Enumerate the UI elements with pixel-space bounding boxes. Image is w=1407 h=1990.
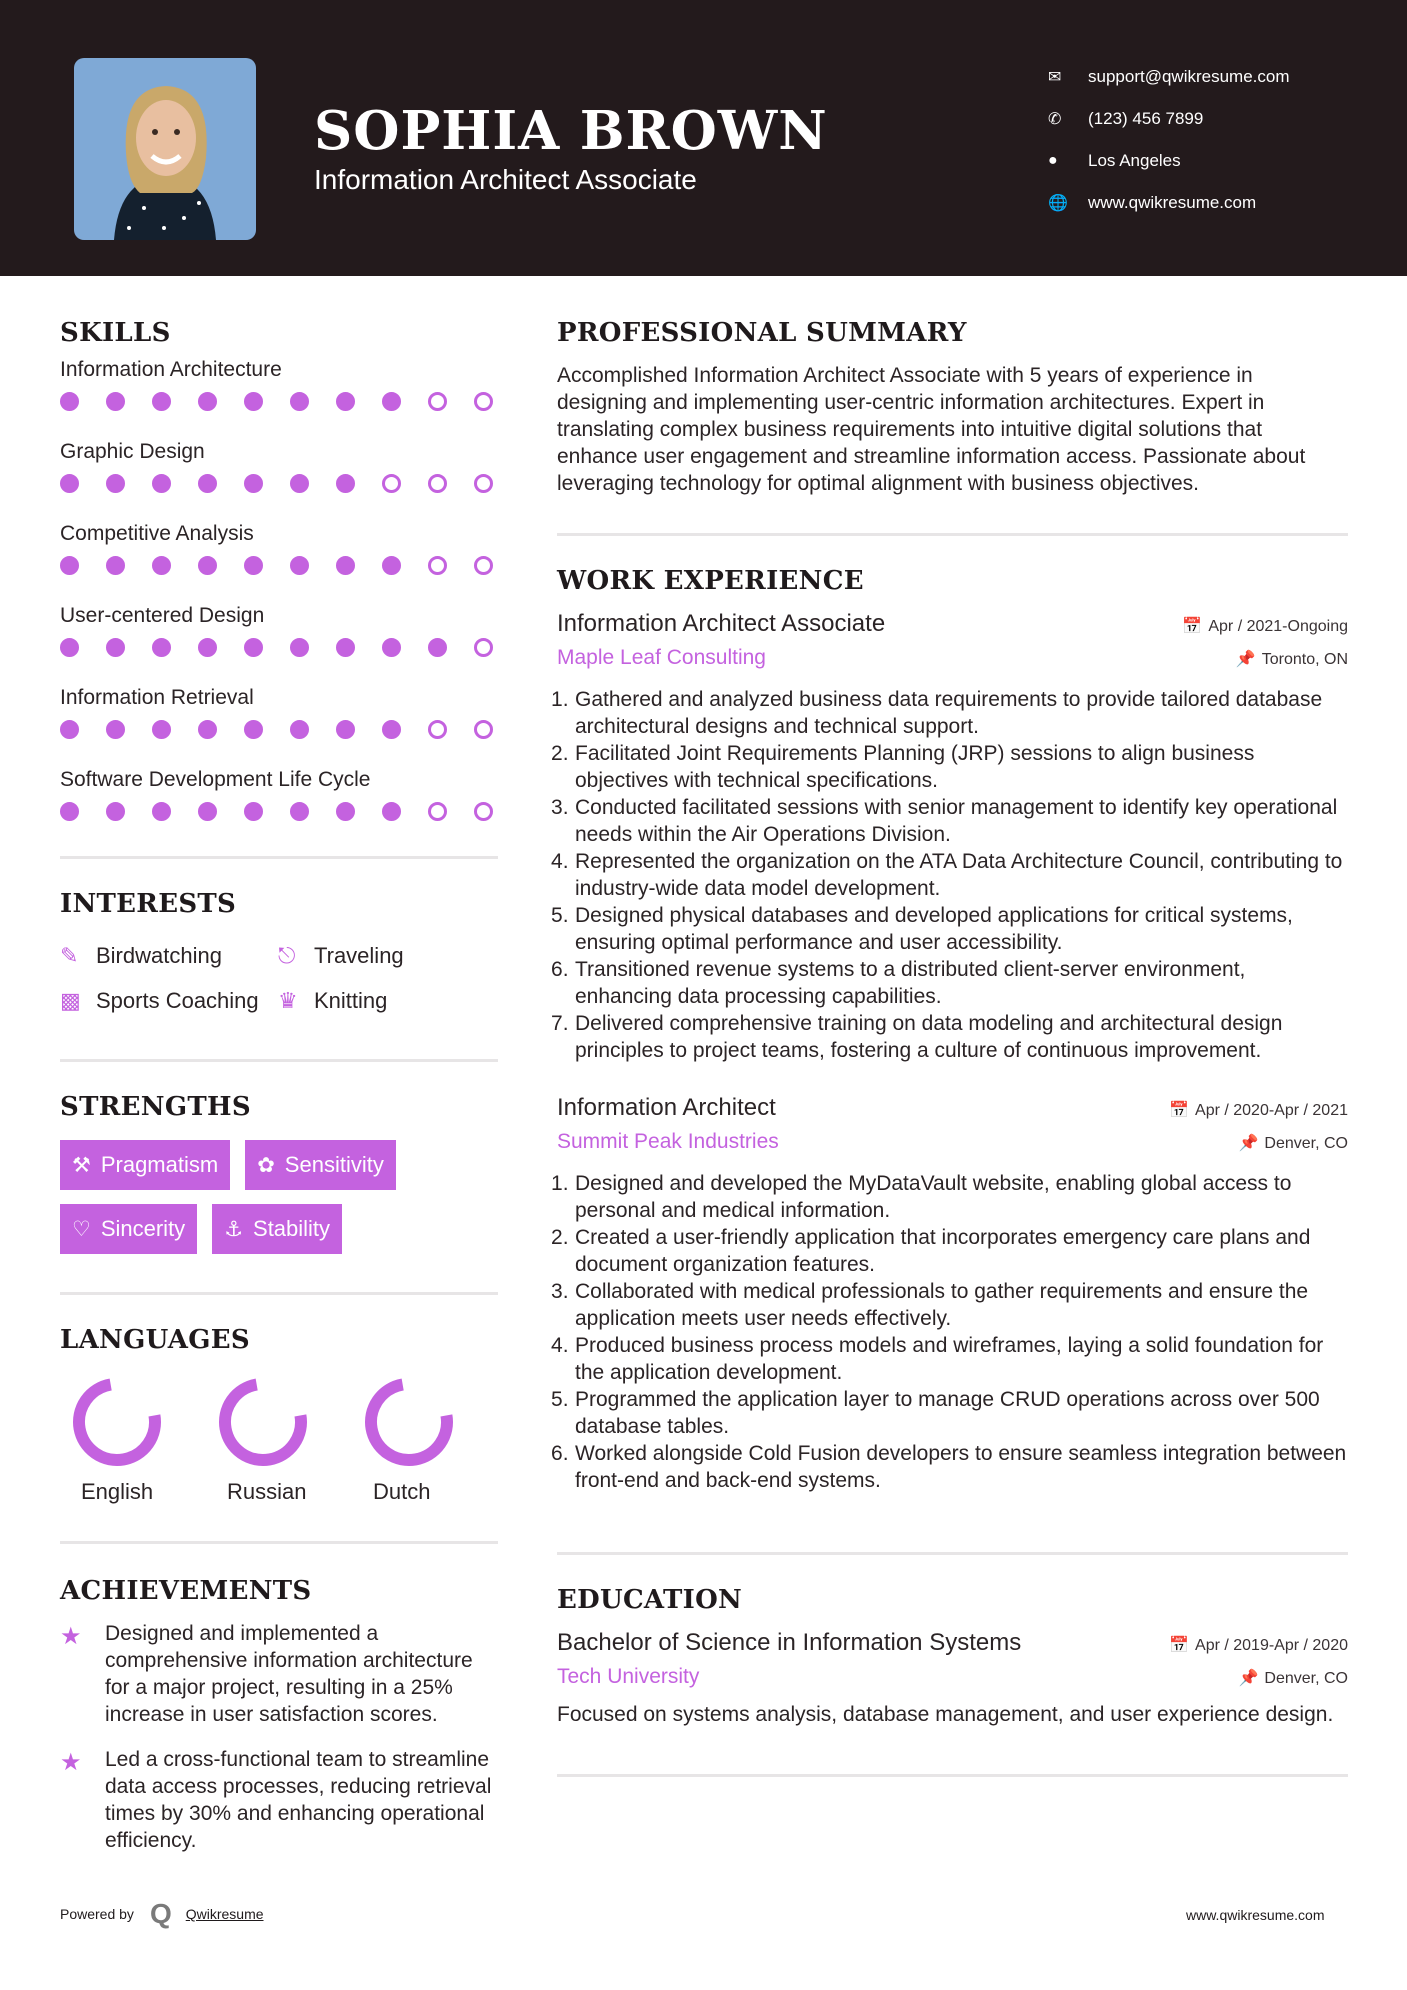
rating-dot-filled (198, 720, 217, 739)
job-subheader (557, 646, 1348, 670)
footer-branding (60, 1898, 264, 1930)
resume-header (0, 0, 1407, 276)
job-location (1238, 1133, 1348, 1153)
rating-dot-filled (152, 638, 171, 657)
rating-dot-empty (474, 392, 493, 411)
rating-dot-filled (382, 638, 401, 657)
job-location-text: Toronto, ON (1261, 651, 1348, 668)
job-dates-text: Apr / 2021-Ongoing (1208, 618, 1348, 635)
skill-rating (60, 392, 498, 430)
skill-rating (60, 720, 498, 758)
calendar-icon: 📅 (1169, 1102, 1190, 1119)
skill-rating (60, 556, 498, 594)
rating-dot-filled (336, 474, 355, 493)
strengths-section (60, 1092, 498, 1254)
section-divider (557, 1774, 1348, 1777)
interest-label: Birdwatching (96, 942, 222, 968)
rating-dot-filled (198, 474, 217, 493)
interest-label: Sports Coaching (96, 987, 259, 1013)
rating-dot-empty (474, 802, 493, 821)
right-column (557, 318, 1348, 1777)
job-bullet: Gathered and analyzed business data requirements to provide tailored database architectural designs and technical support. (575, 688, 1323, 738)
rating-dot-empty (382, 474, 401, 493)
job-dates-text: Apr / 2020-Apr / 2021 (1195, 1102, 1348, 1119)
rating-dot-filled (152, 556, 171, 575)
summary-title: PROFESSIONAL SUMMARY (557, 318, 967, 348)
skill-name: Information Retrieval (60, 686, 254, 709)
rating-dot-filled (60, 638, 79, 657)
rating-dot-empty (428, 392, 447, 411)
interests-section (60, 889, 498, 1023)
rating-dot-filled (336, 392, 355, 411)
language-level-arc (219, 1378, 307, 1466)
education-location (1238, 1668, 1348, 1688)
rating-dot-filled (198, 392, 217, 411)
experience-title: WORK EXPERIENCE (557, 566, 864, 596)
calendar-icon: 📅 (1169, 1637, 1190, 1654)
contact-email[interactable] (1048, 56, 1388, 98)
job-bullet: Created a user-friendly application that incorporates emergency care plans and document organization features. (575, 1226, 1311, 1276)
education-dates (1169, 1635, 1348, 1655)
pin-icon: 📌 (1235, 651, 1256, 668)
rating-dot-filled (290, 392, 309, 411)
footer-url[interactable]: www.qwikresume.com (1186, 1907, 1325, 1923)
job-bullet-list (557, 686, 1348, 1064)
strength-label: Sincerity (100, 1216, 186, 1241)
section-divider (60, 856, 498, 859)
section-divider (557, 533, 1348, 536)
achievement-text: Designed and implemented a comprehensive information architecture for a major project, resulting in a 25% increase in user satisfaction scores. (105, 1622, 473, 1726)
strength-tag (60, 1140, 230, 1190)
rating-dot-filled (244, 802, 263, 821)
summary-section (557, 318, 1348, 497)
rating-dot-filled (290, 802, 309, 821)
rating-dot-filled (336, 802, 355, 821)
job-bullet: Designed and developed the MyDataVault website, enabling global access to personal and medical information. (575, 1172, 1292, 1222)
education-header (557, 1629, 1348, 1657)
rating-dot-filled (244, 720, 263, 739)
phone-icon: ✆ (1048, 111, 1062, 128)
education-location-text: Denver, CO (1264, 1670, 1348, 1687)
interests-list (60, 933, 498, 1023)
language-level-arc (73, 1378, 161, 1466)
job-entry (557, 610, 1348, 1064)
job-header (557, 610, 1348, 638)
skill-name: Information Architecture (60, 358, 282, 381)
rating-dot-filled (198, 802, 217, 821)
language-level-ring (70, 1375, 164, 1469)
strength-label: Stability (253, 1216, 331, 1241)
strength-label: Sensitivity (284, 1152, 384, 1177)
language-level-ring (216, 1375, 310, 1469)
calendar-icon: 📅 (1182, 618, 1203, 635)
strength-label: Pragmatism (100, 1152, 219, 1177)
strengths-title: STRENGTHS (60, 1092, 251, 1122)
binoculars-icon: ⎋ (278, 942, 296, 968)
skill-rating (60, 474, 498, 512)
strength-tag (245, 1140, 396, 1190)
job-bullet: Represented the organization on the ATA Data Architecture Council, contributing to industry-wide data model development. (575, 850, 1343, 900)
strengths-list (60, 1140, 498, 1254)
contact-website[interactable] (1048, 182, 1388, 224)
rating-dot-filled (106, 392, 125, 411)
education-subheader (557, 1665, 1348, 1689)
company-name: Summit Peak Industries (557, 1130, 779, 1153)
skill-rating (60, 638, 498, 676)
anchor-icon: ⚓ (224, 1217, 244, 1241)
languages-section (60, 1325, 498, 1505)
candidate-title: Information Architect Associate (314, 164, 697, 195)
profile-photo-image (74, 58, 256, 240)
rating-dot-filled (382, 556, 401, 575)
skill-rating (60, 802, 498, 840)
job-entry (557, 1094, 1348, 1494)
skill-name: User-centered Design (60, 604, 265, 627)
interest-item (60, 978, 278, 1023)
rating-dot-filled (290, 638, 309, 657)
job-bullet: Collaborated with medical professionals to gather requirements and ensure the application meets user needs effectively. (575, 1280, 1309, 1330)
job-location (1236, 649, 1348, 669)
section-divider (60, 1059, 498, 1062)
skill-name: Graphic Design (60, 440, 205, 463)
contact-location-text: Los Angeles (1088, 151, 1181, 170)
section-divider (60, 1541, 498, 1544)
rating-dot-filled (106, 802, 125, 821)
interest-label: Traveling (314, 942, 404, 968)
contact-phone-text: (123) 456 7899 (1088, 109, 1204, 128)
job-bullet: Facilitated Joint Requirements Planning (JRP) sessions to align business objectives with technical specifications. (575, 742, 1255, 792)
contact-list (1048, 56, 1388, 224)
company-name: Maple Leaf Consulting (557, 646, 766, 669)
rating-dot-filled (60, 802, 79, 821)
rating-dot-filled (382, 392, 401, 411)
achievement-item (60, 1746, 498, 1854)
job-subheader (557, 1130, 1348, 1154)
rating-dot-filled (152, 802, 171, 821)
job-role: Information Architect Associate (557, 610, 886, 637)
interest-label: Knitting (314, 987, 388, 1013)
rating-dot-filled (382, 802, 401, 821)
rating-dot-empty (474, 474, 493, 493)
briefcase-icon: ▩ (60, 987, 81, 1013)
contact-phone[interactable] (1048, 98, 1388, 140)
job-bullet-list (557, 1170, 1348, 1494)
rating-dot-filled (106, 556, 125, 575)
star-icon: ★ (60, 1749, 82, 1776)
education-section (557, 1585, 1348, 1728)
job-bullet: Produced business process models and wireframes, laying a solid foundation for the application development. (575, 1334, 1324, 1384)
pin-icon: 📌 (1238, 1670, 1259, 1687)
rating-dot-filled (244, 392, 263, 411)
job-bullet: Designed physical databases and developed applications for critical systems, ensuring optimal performance and user accessibility. (575, 904, 1293, 954)
trophy-icon: ♛ (278, 987, 298, 1013)
skills-list (60, 358, 498, 840)
contact-location (1048, 140, 1388, 182)
rating-dot-filled (244, 638, 263, 657)
rating-dot-filled (198, 556, 217, 575)
rating-dot-filled (106, 474, 125, 493)
achievements-title: ACHIEVEMENTS (60, 1576, 312, 1606)
rating-dot-filled (60, 392, 79, 411)
rating-dot-filled (244, 556, 263, 575)
rating-dot-filled (152, 720, 171, 739)
job-location-text: Denver, CO (1264, 1135, 1348, 1152)
interest-item (60, 933, 278, 978)
achievement-item (60, 1620, 498, 1728)
candidate-name: SOPHIA BROWN (314, 100, 828, 162)
rating-dot-empty (428, 720, 447, 739)
rating-dot-filled (336, 556, 355, 575)
powered-by-label: Powered by (60, 1906, 134, 1922)
qwikresume-link[interactable]: Qwikresume (185, 1906, 264, 1922)
qwikresume-logo-icon: Q (149, 1898, 172, 1929)
interests-title: INTERESTS (60, 889, 237, 919)
job-bullet: Delivered comprehensive training on data modeling and architectural design principles to project teams, fostering a culture of continuous improvement. (575, 1012, 1283, 1062)
interest-item (278, 933, 404, 978)
language-item (60, 1375, 206, 1505)
language-item (352, 1375, 498, 1505)
job-bullet: Programmed the application layer to manage CRUD operations across over 500 database tables. (575, 1388, 1320, 1438)
job-role: Information Architect (557, 1094, 776, 1121)
job-bullet: Worked alongside Cold Fusion developers to ensure seamless integration between front-end and back-end systems. (575, 1442, 1347, 1492)
rating-dot-filled (60, 474, 79, 493)
achievement-text: Led a cross-functional team to streamline data access processes, reducing retrieval times by 30% and enhancing operational efficiency. (105, 1748, 492, 1852)
skills-title: SKILLS (60, 318, 171, 348)
job-dates (1182, 616, 1348, 636)
language-name: Russian (227, 1479, 307, 1504)
left-column (60, 318, 498, 1854)
rating-dot-empty (474, 720, 493, 739)
section-divider (557, 1552, 1348, 1555)
rating-dot-empty (474, 638, 493, 657)
school-name: Tech University (557, 1665, 700, 1688)
language-level-ring (362, 1375, 456, 1469)
rating-dot-empty (428, 474, 447, 493)
strength-tag (60, 1204, 197, 1254)
interest-item (278, 978, 387, 1023)
map-pin-icon: ● (1048, 152, 1058, 169)
education-description: Focused on systems analysis, database management, and user experience design. (557, 1703, 1334, 1726)
contact-website-text: www.qwikresume.com (1088, 193, 1257, 212)
pin-icon: 📌 (1238, 1135, 1259, 1152)
rating-dot-filled (290, 474, 309, 493)
rating-dot-filled (106, 720, 125, 739)
languages-list (60, 1375, 498, 1505)
job-bullet: Transitioned revenue systems to a distributed client-server environment, enhancing data processing capabilities. (575, 958, 1246, 1008)
education-title: EDUCATION (557, 1585, 743, 1615)
globe-icon: 🌐 (1048, 195, 1068, 212)
section-divider (60, 1292, 498, 1295)
achievements-section (60, 1576, 498, 1854)
gavel-icon: ⚒ (72, 1153, 91, 1177)
rating-dot-filled (60, 720, 79, 739)
strength-tag (212, 1204, 342, 1254)
languages-title: LANGUAGES (60, 1325, 250, 1355)
rating-dot-filled (60, 556, 79, 575)
rating-dot-filled (290, 556, 309, 575)
rating-dot-empty (428, 556, 447, 575)
skill-name: Competitive Analysis (60, 522, 254, 545)
envelope-icon: ✉ (1048, 69, 1062, 86)
rating-dot-filled (336, 720, 355, 739)
degree-name: Bachelor of Science in Information Systems (557, 1629, 1022, 1656)
job-header (557, 1094, 1348, 1122)
rating-dot-filled (152, 474, 171, 493)
language-item (206, 1375, 352, 1505)
skills-section (60, 318, 498, 840)
rating-dot-filled (382, 720, 401, 739)
rating-dot-filled (428, 638, 447, 657)
pencil-icon: ✎ (60, 942, 79, 968)
skill-name: Software Development Life Cycle (60, 768, 371, 791)
contact-email-text: support@qwikresume.com (1088, 67, 1290, 86)
rating-dot-filled (152, 392, 171, 411)
rating-dot-filled (336, 638, 355, 657)
rating-dot-filled (106, 638, 125, 657)
job-dates (1169, 1100, 1348, 1120)
language-name: English (81, 1479, 154, 1504)
rating-dot-empty (428, 802, 447, 821)
rating-dot-filled (244, 474, 263, 493)
leaf-icon: ✿ (257, 1153, 275, 1177)
summary-text: Accomplished Information Architect Associate with 5 years of experience in designing and implementing user-centric information architectures. Expert in translating complex business requirements into intuitive digital solutions that enhance user engagement and streamline information access. Passionate about leveraging technology for optimal alignment with business objectives. (557, 364, 1306, 495)
rating-dot-filled (290, 720, 309, 739)
experience-section (557, 566, 1348, 1494)
language-level-arc (365, 1378, 453, 1466)
job-bullet: Conducted facilitated sessions with senior management to identify key operational needs within the Air Operations Division. (575, 796, 1338, 846)
language-name: Dutch (373, 1479, 431, 1504)
profile-photo (74, 58, 256, 240)
heart-icon: ♡ (72, 1217, 91, 1241)
star-icon: ★ (60, 1623, 82, 1650)
rating-dot-filled (198, 638, 217, 657)
education-dates-text: Apr / 2019-Apr / 2020 (1195, 1637, 1348, 1654)
rating-dot-empty (474, 556, 493, 575)
